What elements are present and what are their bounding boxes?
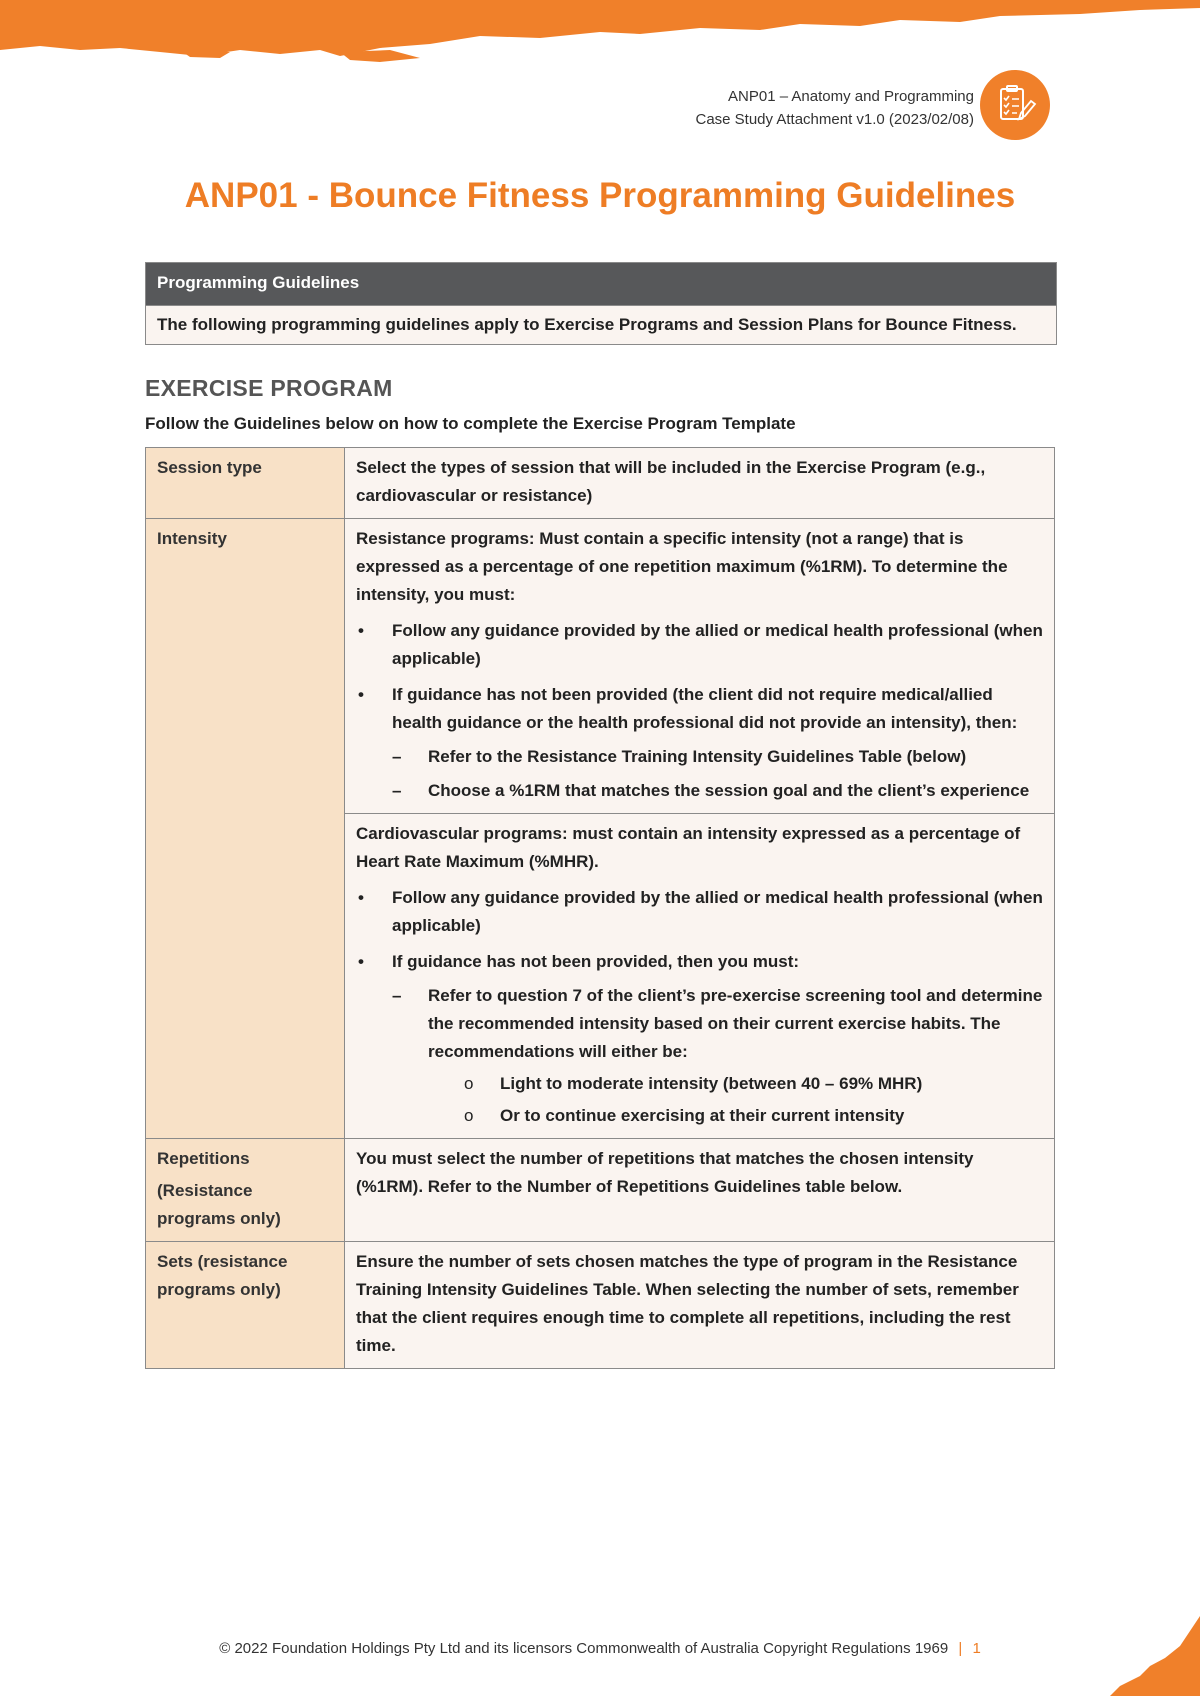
resistance-intro: Resistance programs: Must contain a specific intensity (not a range) that is expressed as a percentage of one repetition maximum (%1RM). To determine the intensity, you must: bbox=[356, 529, 1008, 604]
repetitions-label-line2: (Resistance programs only) bbox=[157, 1181, 281, 1228]
programming-guidelines-text: The following programming guidelines apply to Exercise Programs and Session Plans for Bounce Fitness. bbox=[146, 305, 1056, 344]
list-item: o Light to moderate intensity (between 40 – 69% MHR) bbox=[356, 1070, 1043, 1098]
document-title: ANP01 - Bounce Fitness Programming Guidelines bbox=[184, 176, 1016, 215]
list-item: • Follow any guidance provided by the allied or medical health professional (when applicable) bbox=[356, 617, 1043, 673]
table-row bbox=[146, 448, 1055, 519]
list-item: – Choose a %1RM that matches the session goal and the client’s experience bbox=[356, 777, 1043, 805]
intensity-resistance-cell bbox=[345, 519, 1055, 814]
table-row bbox=[146, 1242, 1055, 1369]
list-item: • Follow any guidance provided by the allied or medical health professional (when applicable) bbox=[356, 884, 1043, 940]
row-label-session-type: Session type bbox=[146, 448, 345, 519]
list-item: o Or to continue exercising at their current intensity bbox=[356, 1102, 1043, 1130]
document-header-meta bbox=[695, 85, 974, 131]
course-code-title: ANP01 – Anatomy and Programming bbox=[728, 88, 974, 105]
row-label-repetitions bbox=[146, 1139, 345, 1242]
programming-guidelines-box bbox=[145, 262, 1057, 345]
page-footer bbox=[0, 1640, 1200, 1657]
exercise-program-guidelines-table bbox=[145, 447, 1055, 1369]
section-subheading: Follow the Guidelines below on how to complete the Exercise Program Template bbox=[145, 414, 796, 433]
checklist-pencil-icon bbox=[980, 70, 1050, 140]
row-content-session-type: Select the types of session that will be included in the Exercise Program (e.g., cardiovascular or resistance) bbox=[345, 448, 1055, 519]
row-content-repetitions: You must select the number of repetitions that matches the chosen intensity (%1RM). Refer to the Number of Repetitions Guidelines table below. bbox=[345, 1139, 1055, 1242]
programming-guidelines-heading: Programming Guidelines bbox=[146, 263, 1056, 305]
list-item: • If guidance has not been provided, then you must: bbox=[356, 948, 1043, 976]
page-number: 1 bbox=[972, 1640, 981, 1657]
footer-separator: | bbox=[958, 1640, 963, 1657]
row-content-sets: Ensure the number of sets chosen matches the type of program in the Resistance Training Intensity Guidelines Table. When selecting the number of sets, remember that the client requires enough time to complete all repetitions, including the rest time. bbox=[345, 1242, 1055, 1369]
row-label-sets: Sets (resistance programs only) bbox=[146, 1242, 345, 1369]
attachment-version: Case Study Attachment v1.0 (2023/02/08) bbox=[695, 111, 974, 128]
copyright-text: © 2022 Foundation Holdings Pty Ltd and its licensors Commonwealth of Australia Copyright Regulations 1969 bbox=[219, 1640, 949, 1657]
list-item: – Refer to question 7 of the client’s pre-exercise screening tool and determine the recommended intensity based on their current exercise habits. The recommendations will either be: bbox=[356, 982, 1043, 1066]
row-label-intensity: Intensity bbox=[146, 519, 345, 1139]
intensity-cardio-cell bbox=[345, 814, 1055, 1139]
repetitions-label-line1: Repetitions bbox=[157, 1149, 250, 1168]
table-row bbox=[146, 519, 1055, 814]
orange-brush-stroke-header bbox=[0, 0, 1200, 70]
table-row bbox=[146, 1139, 1055, 1242]
list-item: • If guidance has not been provided (the client did not require medical/allied health guidance or the health professional did not provide an intensity), then: bbox=[356, 681, 1043, 737]
section-heading: EXERCISE PROGRAM bbox=[145, 375, 393, 401]
cardio-intro: Cardiovascular programs: must contain an intensity expressed as a percentage of Heart Rate Maximum (%MHR). bbox=[356, 824, 1021, 871]
list-item: – Refer to the Resistance Training Intensity Guidelines Table (below) bbox=[356, 743, 1043, 771]
